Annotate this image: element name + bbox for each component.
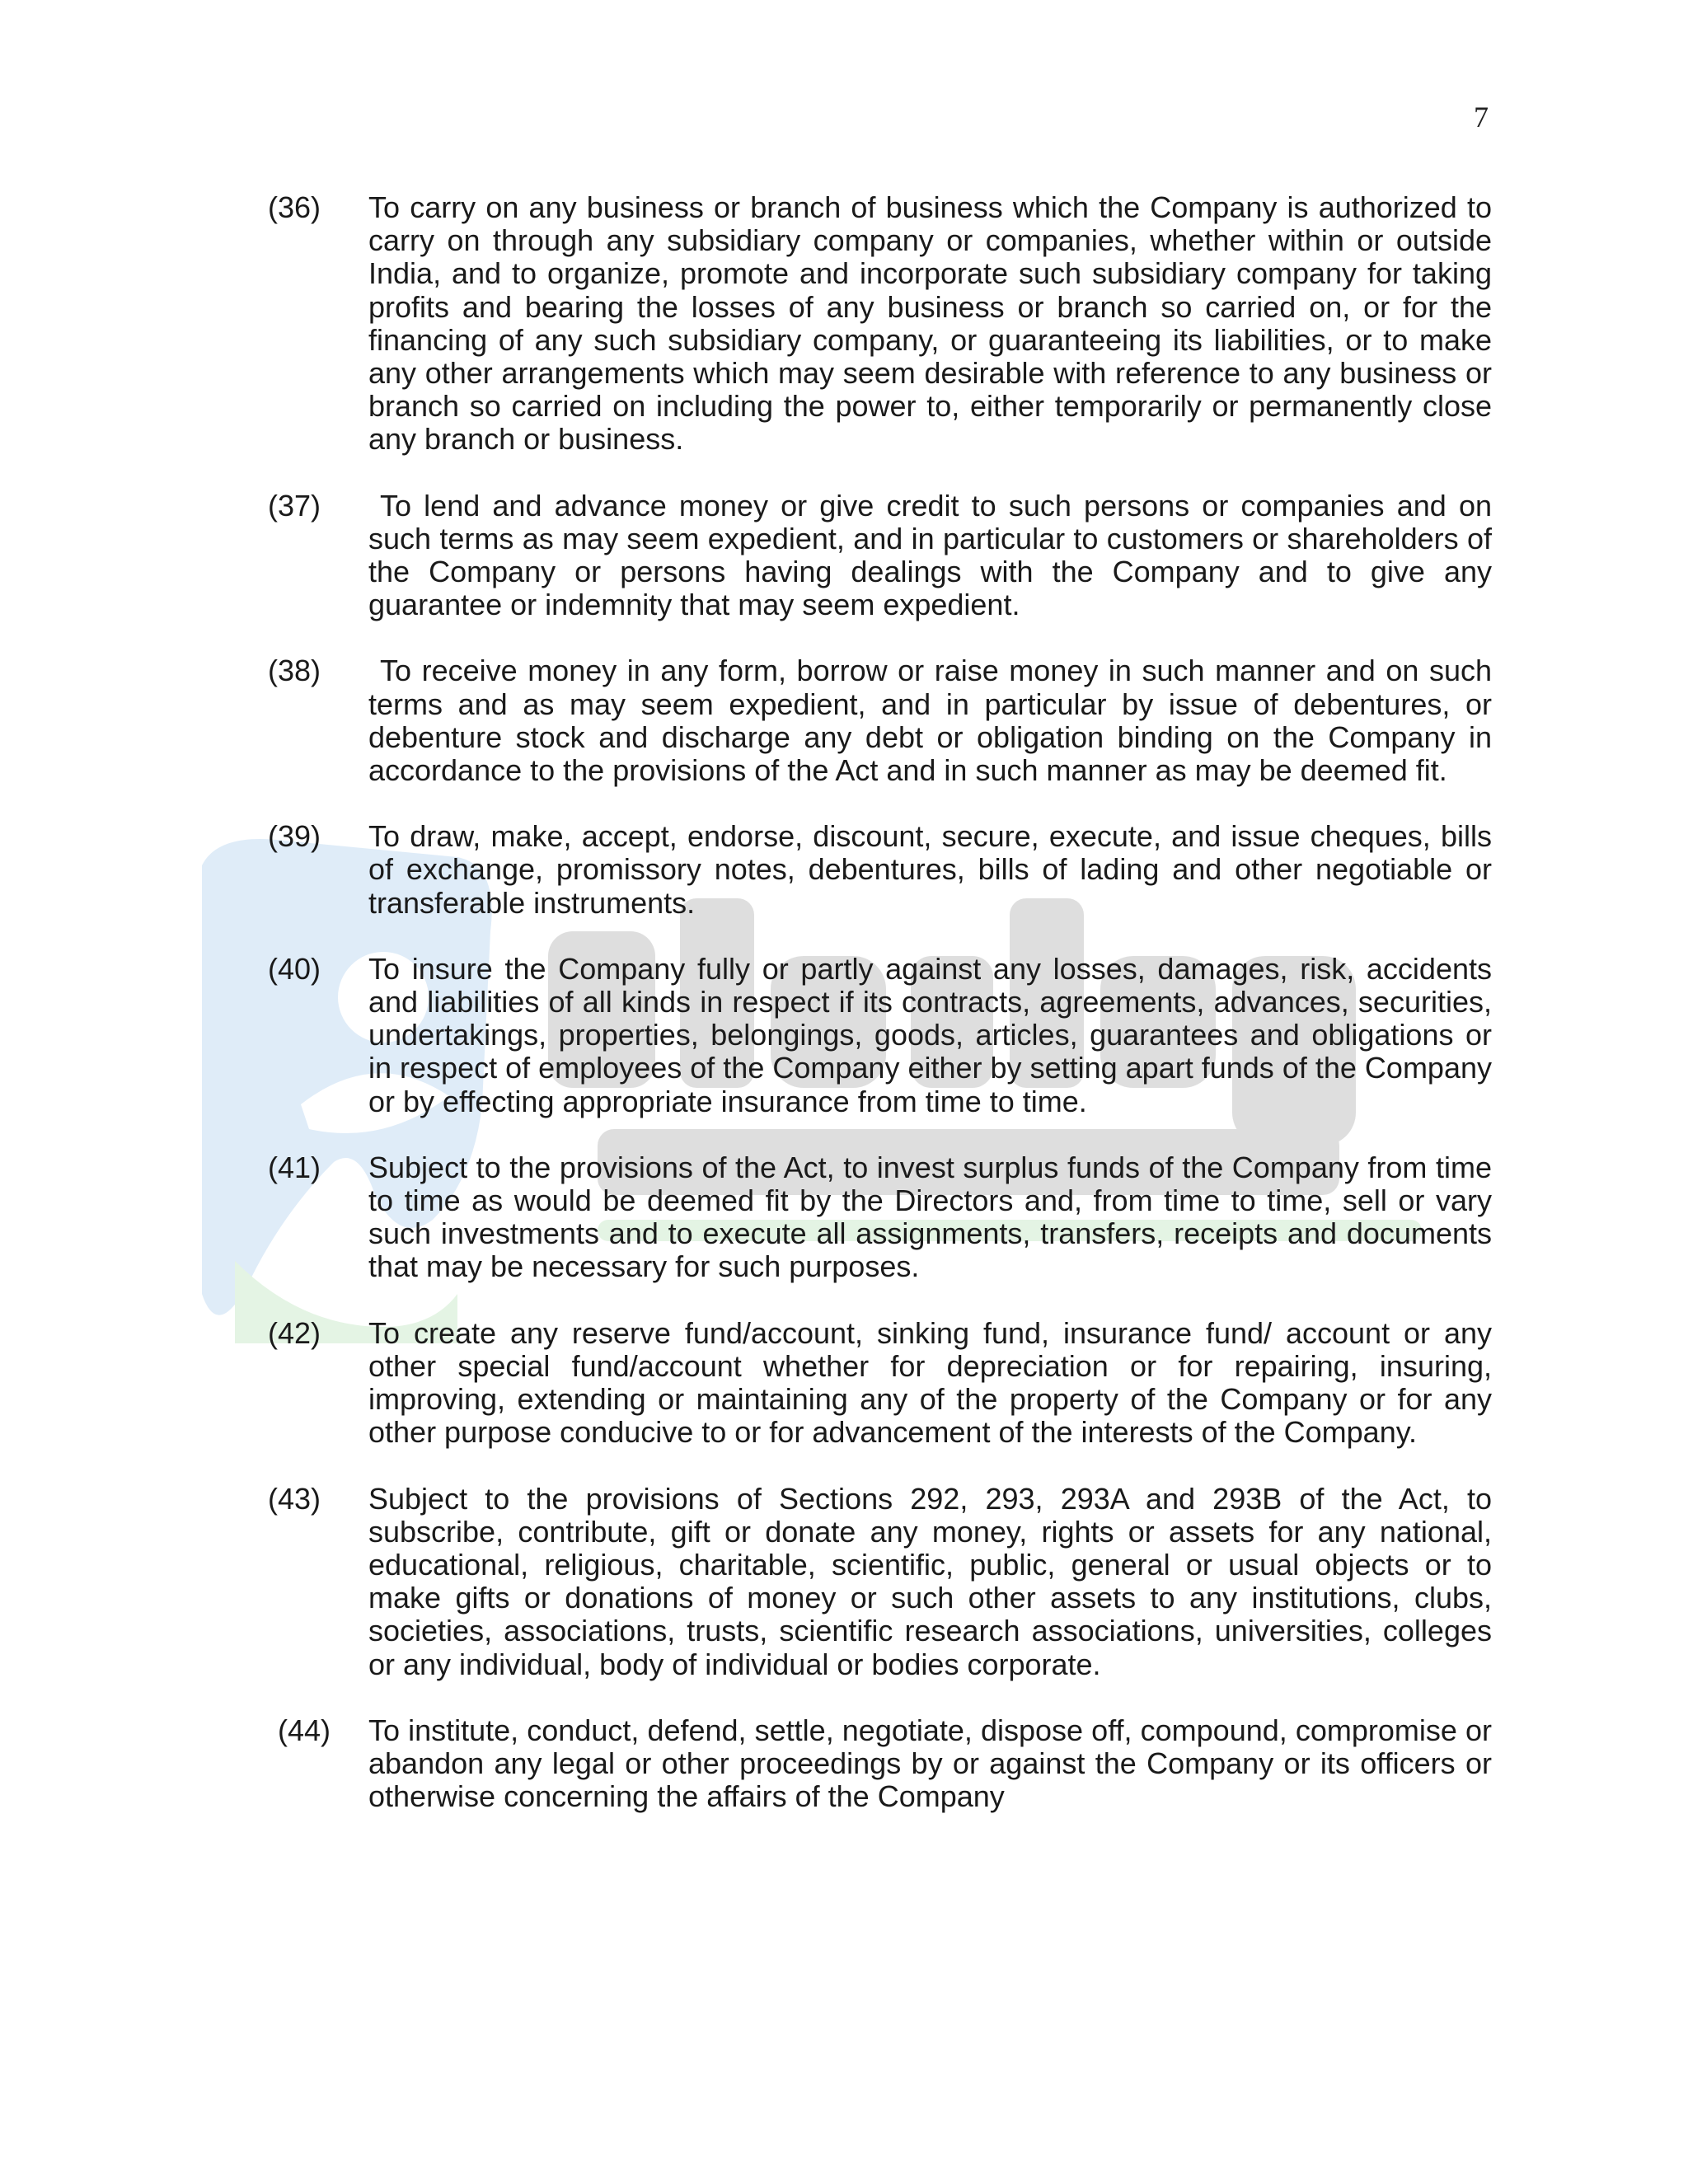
clause-38 xyxy=(268,654,1492,787)
clause-text: Subject to the provisions of the Act, to invest surplus funds of the Company from time to time as would be deemed fit by the Directors and, from time to time, sell or vary such investments and to execute all assignments, transfers, receipts and documents that may be necessary for such purposes. xyxy=(368,1150,1492,1284)
clause-text: To institute, conduct, defend, settle, negotiate, dispose off, compound, compromise or abandon any legal or other proceedings by or against the Company or its officers or otherwise concerning the affairs of the Company xyxy=(368,1713,1492,1814)
clause-number: (36) xyxy=(268,190,321,224)
clause-39 xyxy=(268,820,1492,920)
clause-43 xyxy=(268,1483,1492,1681)
clause-40 xyxy=(268,953,1492,1118)
clause-number: (44) xyxy=(278,1713,331,1747)
clause-list xyxy=(268,191,1492,1813)
clause-number: (39) xyxy=(268,819,321,854)
clause-text: To receive money in any form, borrow or raise money in such manner and on such terms and as may seem expedient, and in particular by issue of debentures, or debenture stock and discharge any debt or obligation binding on the Company in accordance to the provisions of the Act and in such manner as may be deemed fit. xyxy=(368,654,1492,788)
clause-number: (43) xyxy=(268,1481,321,1516)
clause-41 xyxy=(268,1151,1492,1284)
clause-text: Subject to the provisions of Sections 292, 293, 293A and 293B of the Act, to subscribe, contribute, gift or donate any money, rights or assets for any national, educational, religious, charitable, scientific, public, general or usual objects or to make gifts or donations of money or such other assets to any institutions, clubs, societies, associations, trusts, scientific research associations, universities, colleges or any individual, body of individual or bodies corporate. xyxy=(368,1481,1492,1681)
clause-number: (42) xyxy=(268,1315,321,1350)
clause-36 xyxy=(268,191,1492,457)
clause-number: (37) xyxy=(268,488,321,523)
clause-text: To draw, make, accept, endorse, discount, secure, execute, and issue cheques, bills of exchange, promissory notes, debentures, bills of lading and other negotiable or transferable instruments. xyxy=(368,819,1492,920)
clause-number: (40) xyxy=(268,951,321,986)
clause-44 xyxy=(268,1714,1492,1814)
clause-37 xyxy=(268,490,1492,622)
page-number: 7 xyxy=(1474,101,1489,134)
clause-number: (38) xyxy=(268,654,321,688)
clause-text: To create any reserve fund/account, sinking fund, insurance fund/ account or any other special fund/account whether for depreciation or for repairing, insuring, improving, extending or maintaining any of the property of the Company or for any other purpose conducive to or for advancement of the interests of the Company. xyxy=(368,1315,1492,1450)
clause-text: To lend and advance money or give credit to such persons or companies and on such terms as may seem expedient, and in particular to customers or shareholders of the Company or persons having dealings with the Company and to give any guarantee or indemnity that may seem expedient. xyxy=(368,488,1492,622)
clause-42 xyxy=(268,1317,1492,1450)
clause-number: (41) xyxy=(268,1150,321,1184)
clause-text: To insure the Company fully or partly against any losses, damages, risk, accidents and liabilities of all kinds in respect if its contracts, agreements, advances, securities, undertakings, properties, belongings, goods, articles, guarantees and obligations or in respect of employees of the Company either by setting apart funds of the Company or by effecting appropriate insurance from time to time. xyxy=(368,951,1492,1118)
clause-text: To carry on any business or branch of business which the Company is authorized to carry on through any subsidiary company or companies, whether within or outside India, and to organize, promote and incorporate such subsidiary company for taking profits and bearing the losses of any business or branch so carried on, or for the financing of any such subsidiary company, or guaranteeing its liabilities, or to make any other arrangements which may seem desirable with reference to any business or branch so carried on including the power to, either temporarily or permanently close any branch or business. xyxy=(368,190,1492,457)
